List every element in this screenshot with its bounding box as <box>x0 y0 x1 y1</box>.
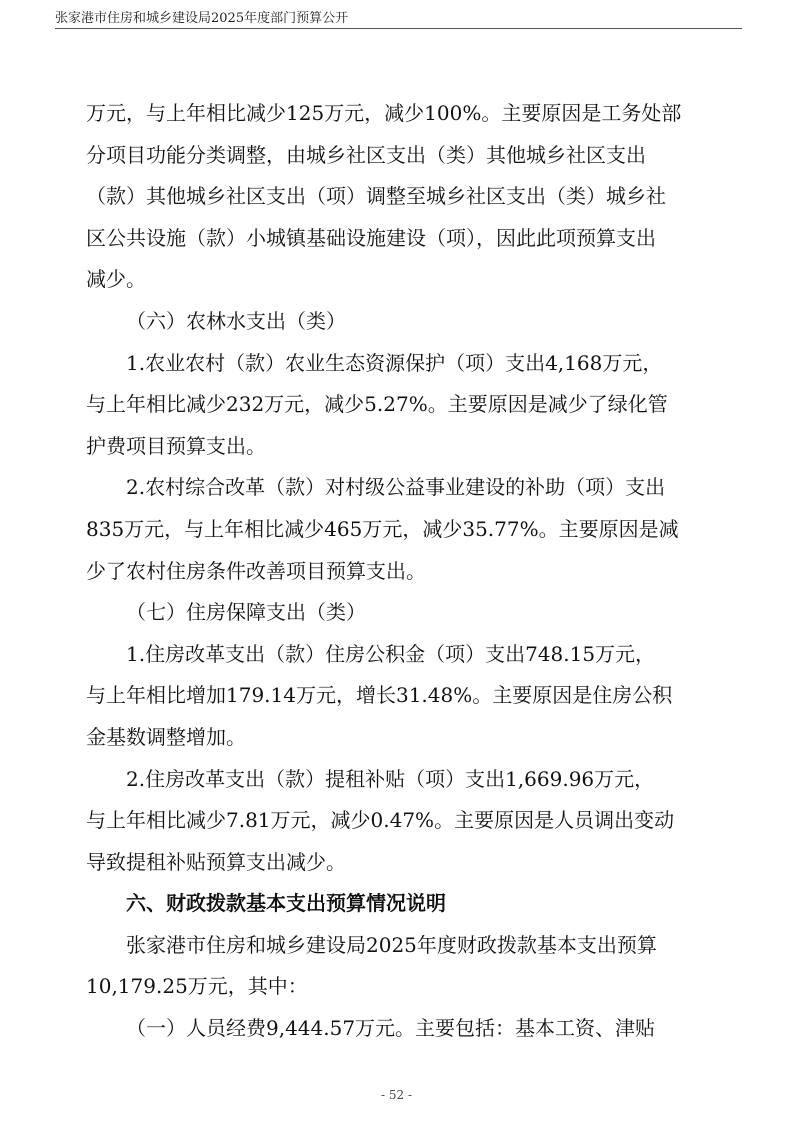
header-divider <box>55 28 742 29</box>
paragraph-line: 金基数调整增加。 <box>86 724 246 749</box>
paragraph-line: 万元，与上年相比减少125万元，减少100%。主要原因是工务处部 <box>86 101 682 125</box>
paragraph-line: 与上年相比减少232万元，减少5.27%。主要原因是减少了绿化管 <box>86 392 668 417</box>
paragraph-line: 分项目功能分类调整，由城乡社区支出（类）其他城乡社区支出 <box>86 142 646 167</box>
section-title-agriculture: （六）农林水支出（类） <box>126 308 346 333</box>
section-title-housing: （七）住房保障支出（类） <box>126 600 366 625</box>
header-title: 张家港市住房和城乡建设局2025年度部门预算公开 <box>55 11 349 26</box>
paragraph-line: （一）人员经费9,444.57万元。主要包括：基本工资、津贴 <box>126 1016 656 1041</box>
paragraph-line: 张家港市住房和城乡建设局2025年度财政拨款基本支出预算 <box>126 932 657 957</box>
paragraph-line: 1.农业农村（款）农业生态资源保护（项）支出4,168万元， <box>126 350 663 375</box>
paragraph-line: 与上年相比增加179.14万元，增长31.48%。主要原因是住房公积 <box>86 683 673 708</box>
paragraph-line: （款）其他城乡社区支出（项）调整至城乡社区支出（类）城乡社 <box>86 184 666 209</box>
paragraph-line: 1.住房改革支出（款）住房公积金（项）支出748.15万元， <box>126 641 656 666</box>
paragraph-line: 2.农村综合改革（款）对村级公益事业建设的补助（项）支出 <box>126 475 666 500</box>
paragraph-line: 导致提租补贴预算支出减少。 <box>86 849 346 874</box>
document-body <box>86 96 711 1053</box>
section-heading: 六、财政拨款基本支出预算情况说明 <box>126 891 446 916</box>
paragraph-line: 2.住房改革支出（款）提租补贴（项）支出1,669.96万元， <box>126 766 655 791</box>
page-number: - 52 - <box>380 1088 412 1102</box>
paragraph-line: 少了农村住房条件改善项目预算支出。 <box>86 558 426 583</box>
paragraph-line: 10,179.25万元，其中： <box>86 974 308 999</box>
paragraph-line: 835万元，与上年相比减少465万元，减少35.77%。主要原因是减 <box>86 516 679 541</box>
paragraph-line: 护费项目预算支出。 <box>86 433 266 458</box>
paragraph-line: 区公共设施（款）小城镇基础设施建设（项），因此此项预算支出 <box>86 225 656 250</box>
paragraph-line: 减少。 <box>86 267 146 292</box>
paragraph-line: 与上年相比减少7.81万元，减少0.47%。主要原因是人员调出变动 <box>86 808 675 833</box>
